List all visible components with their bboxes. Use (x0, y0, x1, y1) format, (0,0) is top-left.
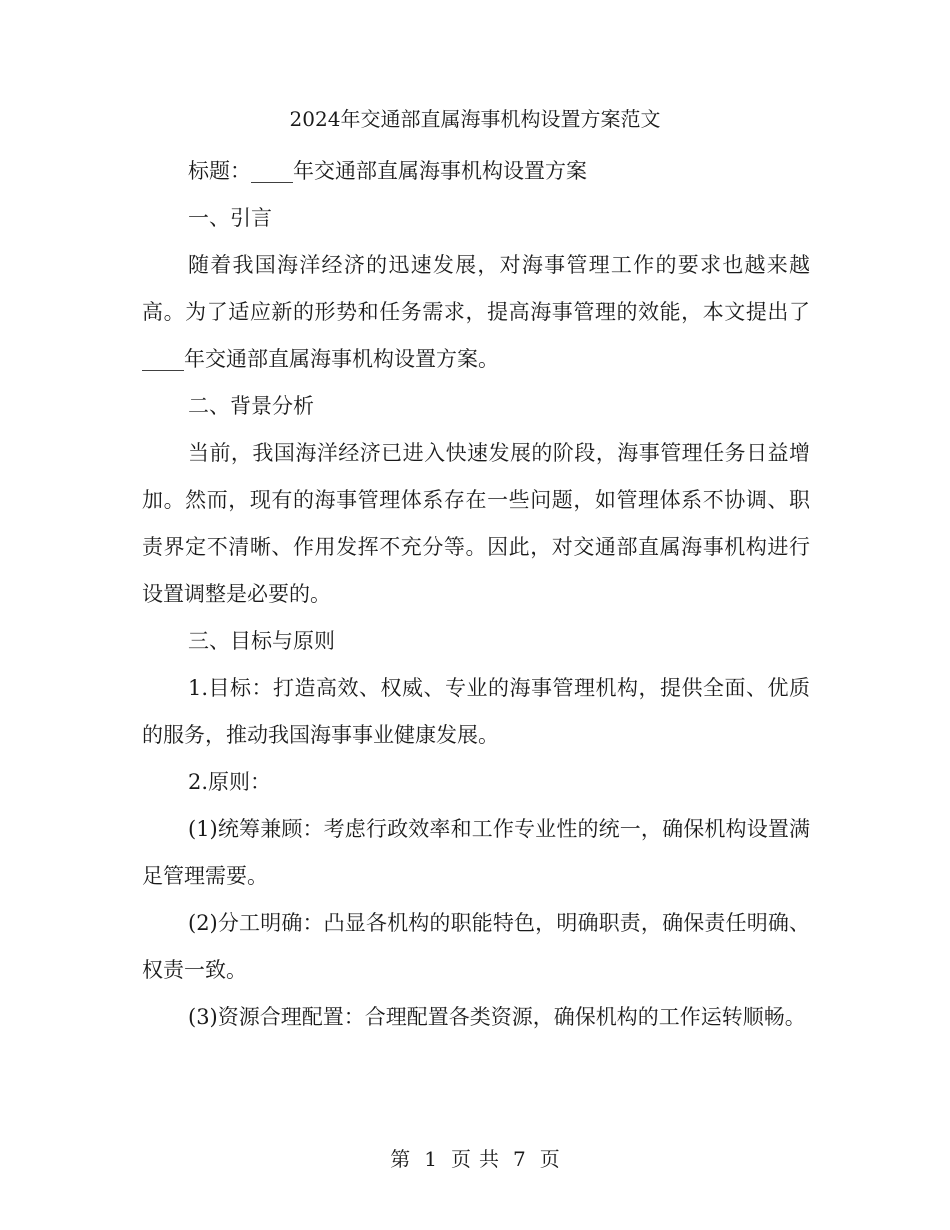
footer-label-unit: 页 (451, 1147, 471, 1171)
paragraph-goal: 1.目标：打造高效、权威、专业的海事管理机构，提供全面、优质的服务，推动我国海事事业健康发展。 (142, 676, 810, 747)
paragraph-principles-label: 2.原则： (188, 770, 272, 794)
section-heading-goals: 三、目标与原则 (188, 629, 335, 653)
document-title: 2024年交通部直属海事机构设置方案范文 (289, 107, 661, 131)
footer-label-unit2: 页 (539, 1147, 560, 1171)
document-body (142, 148, 810, 1041)
page-footer (0, 1144, 950, 1174)
footer-label-total: 共 (479, 1147, 499, 1171)
section-heading-introduction: 一、引言 (188, 206, 272, 230)
paragraph-principle-1: (1)统筹兼顾：考虑行政效率和工作专业性的统一，确保机构设置满足管理需要。 (142, 817, 810, 888)
paragraph-principle-2: (2)分工明确：凸显各机构的职能特色，明确职责，确保责任明确、权责一致。 (142, 911, 810, 982)
paragraph-introduction: 随着我国海洋经济的迅速发展，对海事管理工作的要求也越来越高。为了适应新的形势和任务需求，提高海事管理的效能，本文提出了____年交通部直属海事机构设置方案。 (142, 253, 810, 371)
paragraph-heading-title: 标题：____年交通部直属海事机构设置方案 (188, 159, 587, 183)
section-heading-background: 二、背景分析 (188, 394, 314, 418)
footer-label-page: 第 (390, 1147, 411, 1171)
footer-current-page: 1 (424, 1147, 437, 1171)
footer-total-pages: 7 (513, 1147, 526, 1171)
paragraph-background: 当前，我国海洋经济已进入快速发展的阶段，海事管理任务日益增加。然而，现有的海事管理体系存在一些问题，如管理体系不协调、职责界定不清晰、作用发挥不充分等。因此，对交通部直属海事机构进行设置调整是必要的。 (142, 441, 810, 606)
paragraph-principle-3: (3)资源合理配置：合理配置各类资源，确保机构的工作运转顺畅。 (188, 1005, 806, 1029)
